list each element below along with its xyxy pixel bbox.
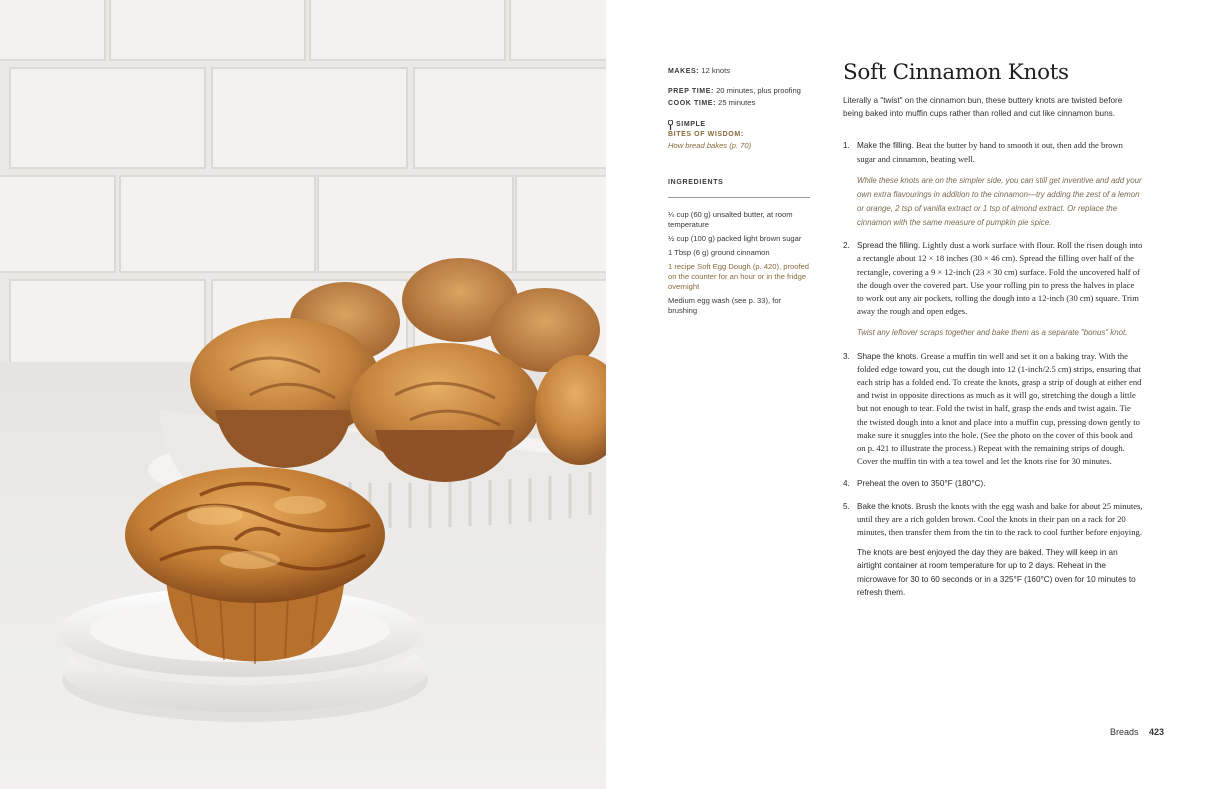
difficulty-row [668, 120, 810, 131]
recipe-page [606, 0, 1214, 789]
step-lead: Shape the knots. [857, 351, 919, 361]
method-step [843, 139, 1143, 230]
makes-value: 12 knots [701, 66, 731, 75]
step-lead: Bake the knots. [857, 501, 914, 511]
ingredient-item: Medium egg wash (see p. 33), for brushing [668, 296, 782, 316]
step-text: Brush the knots with the egg wash and bake for about 25 minutes, until they are a rich golden brown. Cool the knots in their pan on a rack for 20 minutes, then transfer them from the tin to the rack to cool further before enjoying. [857, 500, 1143, 537]
method-steps [843, 139, 1143, 599]
prep-time-row [668, 86, 810, 98]
method-step [843, 500, 1143, 599]
page-footer [1110, 727, 1164, 737]
step-number: 3. [843, 351, 850, 361]
recipe-intro: Literally a "twist" on the cinnamon bun, these buttery knots are twisted before being baked into muffin cups rather than rolled and cut like cinnamon buns. [843, 96, 1123, 118]
ingredients-heading: INGREDIENTS [668, 178, 810, 199]
step-tip-note: While these knots are on the simpler side, you can still get inventive and add your own extra flavourings in addition to the cinnamon—try adding the zest of a lemon or orange, 2 tsp of vanilla extract or 1 tsp of almond extract. Or replace the cinnamon with the same measure of pumpkin pie spice. [857, 175, 1142, 228]
prep-time-label: PREP TIME: [668, 87, 714, 95]
step-text: Grease a muffin tin well and set it on a baking tray. With the folded edge toward you, cut the dough into 12 (1-inch/2.5 cm) strips, ensuring that each strip has a folded end. To create the knots, grasp a strip of dough at either end and twist in opposite directions as much as it will go, stretching the dough a little but not enough to tear. Fold the twist in half, grasp the ends and twist again. Tie the twisted dough into a knot and place into a muffin cup, pressing down gently to make sure it snuggles into the hole. (See the photo on the cover of this book and on p. 421 to illustrate the process.) Repeat with the remaining strips of dough. Cover the muffin tin with a tea towel and let the knots rise for 30 minutes. [857, 350, 1142, 467]
section-name: Breads [1110, 727, 1139, 737]
storage-note: The knots are best enjoyed the day they are baked. They will keep in an airtight container at room temperature for up to 2 days. Reheat in the microwave for 30 to 60 seconds or in a 325°F (160°C) oven for 10 minutes to refresh them. [857, 548, 1136, 597]
step-number: 5. [843, 501, 850, 511]
page-number: 423 [1149, 727, 1165, 737]
recipe-title: Soft Cinnamon Knots [843, 60, 1069, 85]
recipe-main [843, 60, 1143, 608]
method-step [843, 477, 1143, 490]
difficulty-label: SIMPLE [676, 120, 706, 128]
ingredient-item: ½ cup (100 g) packed light brown sugar [668, 234, 802, 244]
recipe-photo [0, 0, 606, 789]
step-number: 2. [843, 241, 850, 251]
step-text: Beat the butter by hand to smooth it out, then add the brown sugar and cinnamon, beating well. [857, 140, 1123, 164]
ingredient-item: ¼ cup (60 g) unsalted butter, at room temperature [668, 210, 793, 230]
step-tip-note: Twist any leftover scraps together and bake them as a separate "bonus" knot. [857, 328, 1128, 338]
cook-time-value: 25 minutes [718, 98, 756, 108]
step-text: Lightly dust a work surface with flour. Roll the risen dough into a rectangle about 12 × 18 inches (30 × 46 cm). Spread the filling over half of the rectangle, covering a 9 × 12-inch (23 × 30 cm) surface. Fold the uncovered half of the dough over the covered part. Use your rolling pin to press the halves in place to work out any air pockets, rolling the dough into a 12-inch (30 cm) square. Trim away the rough and open edges. [857, 240, 1143, 317]
cook-time-label: COOK TIME: [668, 100, 716, 108]
recipe-meta [668, 66, 810, 320]
prep-time-value: 20 minutes, plus proofing [716, 85, 801, 95]
bites-of-wisdom-link[interactable]: How bread bakes (p. 70) [668, 140, 752, 150]
method-step [843, 350, 1143, 469]
step-lead: Spread the filling. [857, 241, 921, 251]
ingredient-item: 1 Tbsp (6 g) ground cinnamon [668, 248, 770, 258]
whisk-icon [668, 120, 673, 130]
step-number: 4. [843, 479, 850, 489]
makes-label: MAKES: [668, 68, 700, 75]
ingredient-item-reference[interactable]: 1 recipe Soft Egg Dough (p. 420), proofed on the counter for an hour or in the fridge overnight [668, 262, 809, 292]
step-lead: Make the filling. [857, 141, 914, 151]
cook-time-row [668, 98, 810, 110]
step-number: 1. [843, 141, 850, 151]
step-lead: Preheat the oven to 350°F (180°C). [857, 479, 986, 489]
makes-row [668, 66, 810, 78]
ingredients-list [668, 210, 810, 316]
cinnamon-knots-illustration [0, 0, 606, 789]
method-step [843, 239, 1143, 340]
bites-of-wisdom-label: BITES OF WISDOM: [668, 131, 744, 139]
